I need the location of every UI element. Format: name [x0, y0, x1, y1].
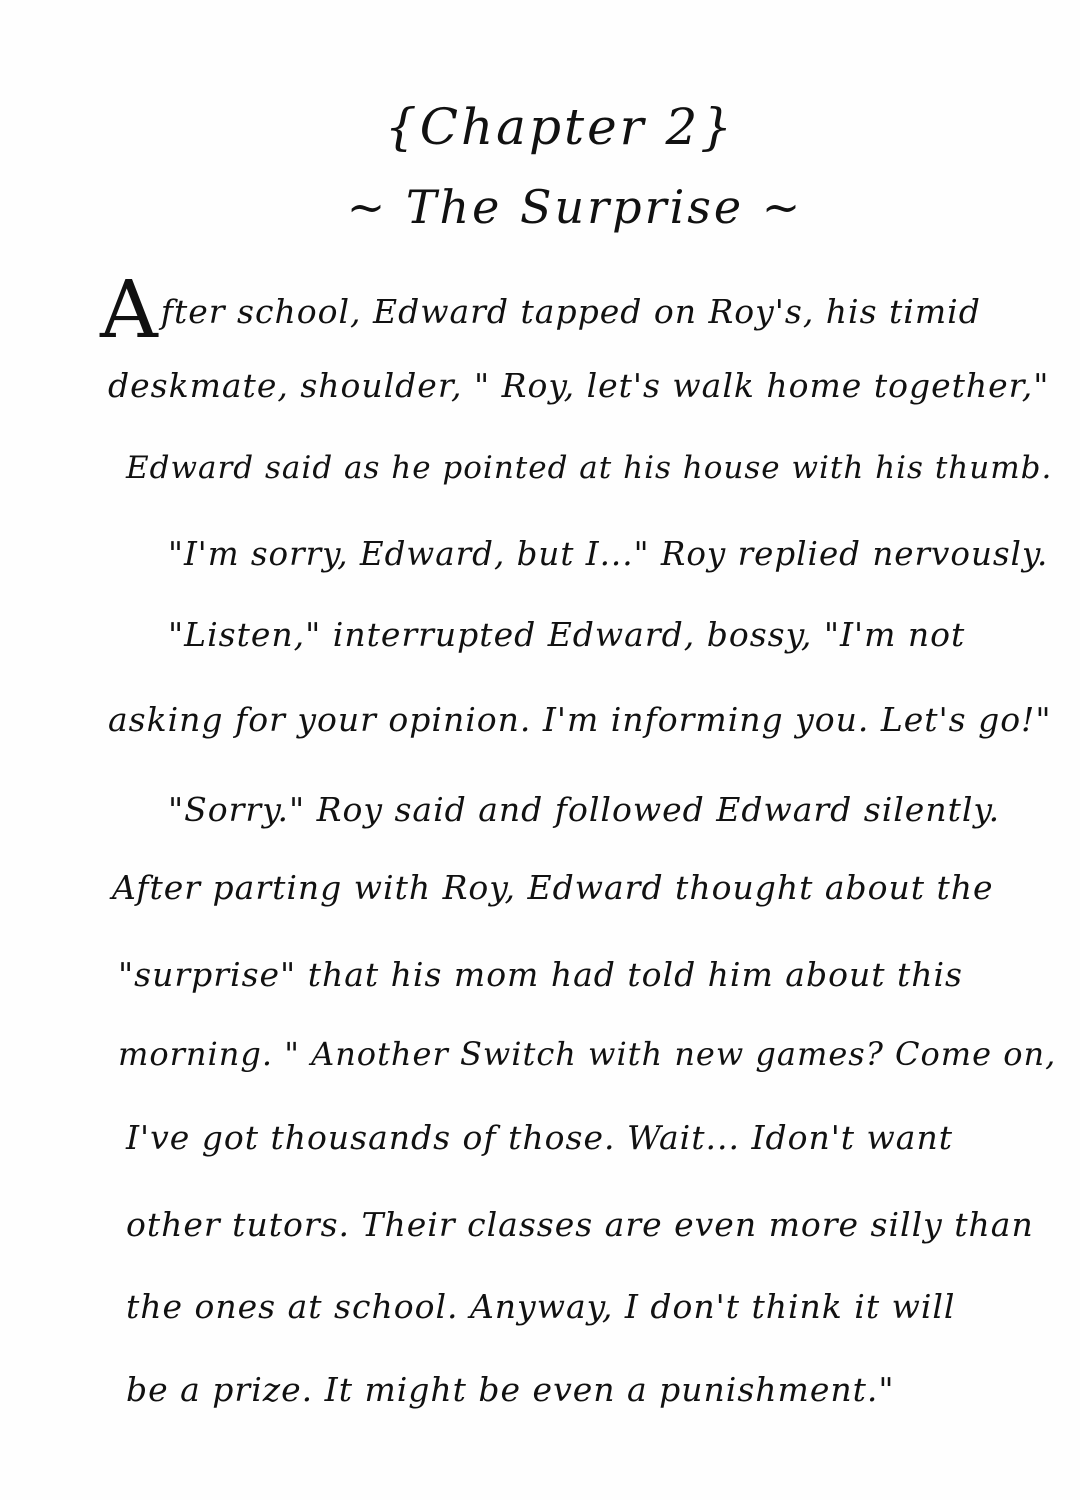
story-line-11: I've got thousands of those. Wait... Idon't want — [126, 1118, 953, 1157]
story-line-6: asking for your opinion. I'm informing you. Let's go!" — [108, 700, 1052, 739]
story-line-4: "I'm sorry, Edward, but I..." Roy replied nervously. — [168, 535, 1049, 573]
story-line-text: fter school, Edward tapped on Roy's, his timid — [160, 292, 981, 331]
chapter-heading: {Chapter 2} — [384, 98, 736, 156]
story-line-13: the ones at school. Anyway, I don't think it will — [126, 1287, 956, 1326]
story-line-8: After parting with Roy, Edward thought about the — [112, 868, 994, 907]
story-line-3: Edward said as he pointed at his house with his thumb. — [126, 450, 1053, 486]
drop-cap-letter: A — [100, 263, 159, 356]
story-line-9: "surprise" that his mom had told him about this — [118, 955, 963, 994]
story-line-12: other tutors. Their classes are even more silly than — [126, 1205, 1034, 1244]
story-line-2: deskmate, shoulder, " Roy, let's walk home together," — [108, 366, 1050, 405]
story-line-5: "Listen," interrupted Edward, bossy, "I'm not — [168, 615, 966, 654]
story-line-1 — [100, 263, 981, 356]
story-line-14: be a prize. It might be even a punishment." — [126, 1370, 895, 1409]
chapter-subtitle: ~ The Surprise ~ — [346, 180, 804, 234]
story-line-7: "Sorry." Roy said and followed Edward silently. — [168, 790, 1001, 829]
story-line-10: morning. " Another Switch with new games? Come on, — [118, 1035, 1057, 1073]
